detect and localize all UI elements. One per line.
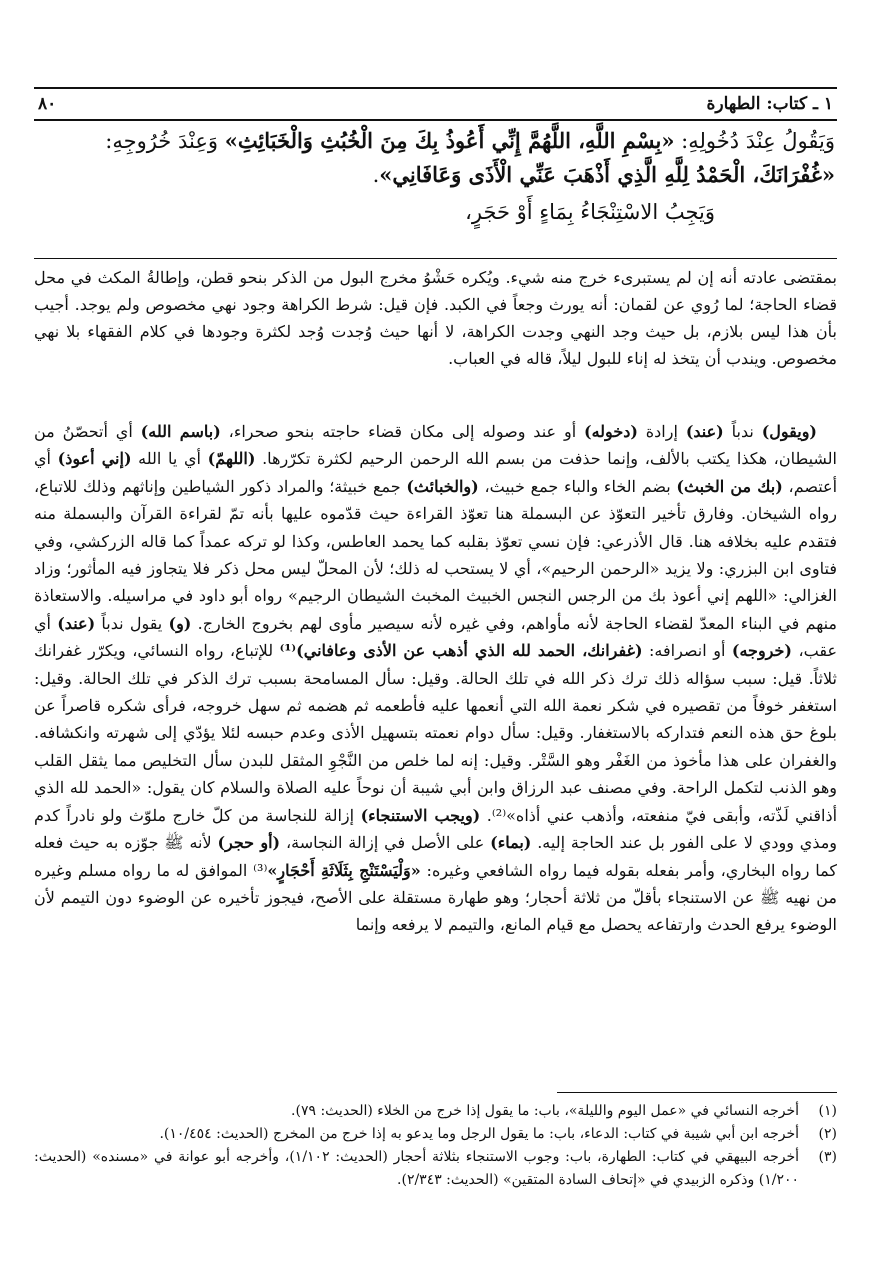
text-span: . <box>480 805 492 825</box>
margin-commentary-text: بمقتضى عادته أنه إن لم يستبرىء خرج منه شيء. ويُكره حَشْوُ مخرج البول من الذكر بنحو قطن، وإطالةُ المكث في محل قضاء الحاجة؛ لما رُوي عن لقمان: أنه يورث وجعاً في الكبد. فإن قيل: شرط الكراهة وجود نهي مخصوص ولم يوجد. أجيب بأن هذا ليس بلازم، بل حيث وجد النهي وجدت الكراهة، لا أنها حيث وُجدت وُجد لكثرة وجودها في كلام الفقهاء بلا نهي مخصوص. ويندب أن يتخذ له إناء للبول ليلاً، قاله في العباب. <box>34 268 837 368</box>
text-span: للإتباع، رواه النسائي، ويكرّر غفرانك ثلاثاً. قيل: سبب سؤاله ذلك ترك ذكر الله في تلك الحالة. وقيل: سأل المسامحة بسبب ترك الذكر في تلك الحالة. وقيل: استغفر خوفاً من تقصيره في شكر نعمة الله التي أنعمها عليه فأطعمه ثم هضمه ثم سهل خروجه، فرأى شكره قاصراً عن بلوغ حق هذه النعم فتداركه بالاستغفار. وقيل: سأل دوام نعمته بتسهيل الأذى وعدم حبسه لئلا يؤدّي إلى شهرته وانكشافه. والغفران على هذا مأخوذ من الغَفْر وهو السَّتْر. وقيل: إنه لما خلص من النَّجْوِ المثقل للبدن سأل التخليص مما يثقل القلب وهو الذنب لتكمل الراحة. وفي مصنف عبد الرزاق وابن أبي شيبة أن نوحاً عليه الصلاة والسلام كان يقول: «الحمد لله الذي أذاقني لَذّته، وأبقى فيّ منفعته، وأذهب عني أذاه» <box>34 641 838 825</box>
text-span: أي يا الله <box>131 449 208 469</box>
running-header <box>34 87 837 121</box>
bold-span: «وَلْيَسْتَنْجِ بِثَلَاثَةِ أَحْجَارٍ» <box>267 860 421 880</box>
bold-span: (بك من الخبث) <box>676 476 783 496</box>
text-span: أي أعتصم، <box>34 449 838 496</box>
bold-span: (و) <box>168 613 192 633</box>
main-text-divider <box>34 258 837 259</box>
footnote-divider <box>557 1092 837 1093</box>
bold-span: (خروجه) <box>731 641 792 661</box>
bold-span: (اللهمّ) <box>207 449 256 469</box>
text-span: ندباً <box>723 422 762 441</box>
bold-span: (إني أعوذ) <box>57 449 132 469</box>
commentary-paragraph <box>34 418 837 939</box>
text-span: ⁽³⁾ <box>253 860 268 880</box>
text-span: إزالة للنجاسة من كلّ خارج ملوّث ولو نادراً كدم ومذي وودي لا على الفور بل عند الحاجة إليه. <box>34 805 838 853</box>
footnote-item: (١) أخرجه النسائي في «عمل اليوم والليلة»، باب: ما يقول إذا خرج من الخلاء (الحديث: ٧٩). <box>291 1103 837 1119</box>
text-span: أي عقب، <box>34 613 837 661</box>
bold-span: (أو حجر) <box>217 833 281 853</box>
text-span: الموافق له ما رواه مسلم وغيره من نهيه ﷺ عن الاستنجاء بأقلّ من ثلاثة أحجار؛ وهو طهارة مستقلة على الأصح، فيجوز تأخيره عن الوضوء دون التيمم لأن الوضوء يرفع الحدث وارتفاعه يحصل مع قيام المانع، والتيمم لا يرفعه وإنما <box>34 860 837 935</box>
bold-span: ⁽¹⁾ <box>279 641 297 661</box>
text-span: أو انصرافه: <box>642 641 732 661</box>
bold-span: (ويقول) <box>761 422 817 441</box>
margin-commentary <box>34 264 837 372</box>
matn-line-3: وَيَجِبُ الاسْتِنْجَاءُ بِمَاءٍ أَوْ حَجَرٍ، <box>465 200 715 224</box>
bold-span: (بماء) <box>490 833 532 853</box>
bold-span: (عند) <box>57 613 96 633</box>
text-span: على الأصل في إزالة النجاسة، <box>280 833 491 853</box>
matn-line-1: وَيَقُولُ عِنْدَ دُخُولِهِ: «بِسْمِ اللَّهِ، اللَّهُمَّ إِنِّي أَعُوذُ بِكَ مِنَ الْخُبُثِ وَالْخَبَائِثِ» وَعِنْدَ خُرُوجِهِ: <box>105 128 835 153</box>
bold-span: (عند) <box>685 422 724 441</box>
footnotes <box>34 1100 837 1192</box>
text-span: إرادة <box>637 422 686 441</box>
main-text <box>38 124 835 229</box>
bold-span: (باسم الله) <box>140 422 221 441</box>
footnote-item: (٣) أخرجه البيهقي في كتاب: الطهارة، باب: وجوب الاستنجاء بثلاثة أحجار (الحديث: ١/١٠٢)، وأخرجه أبو عوانة في «مسنده» (الحديث: ١/٢٠٠) وذكره الزبيدي في «إتحاف السادة المتقين» (الحديث: ٢/٣٤٣). <box>34 1149 837 1188</box>
text-span: جمع خبيثة؛ والمراد ذكور الشياطين وإناثهم وذلك للاتباع، رواه الشيخان. وفارق تأخير التعوّذ عن البسملة هنا تعوّذ القراءة حيث قدّموه عليها بأنه تمّ لقراءة القرآن والبسملة منه فتقدم عليه بخلافه هنا. قال الأذرعي: فإن نسي تعوّذ بقلبه كما يحمد العاطس، وكذا لو تركه عمداً كما قاله الزركشي، وفي فتاوى ابن البزري: ولا يزيد «الرحمن الرحيم»، أي لا يستحب له ذلك؛ لأن المحلّ ليس محل ذكر فلا يتجاوز فيه المأثور؛ وزاد الغزالي: «اللهم إني أعوذ بك من الرجس النجس الخبيث المخبث الشيطان الرجيم» رواه أبو داود في مراسيله. والاستعاذة منهم في البناء المعدّ لقضاء الحاجة لأنه مأواهم، وفي غيره لأنه سيصير مأوى لهم بخروج الخارج. <box>34 476 838 633</box>
text-span: يقول ندباً <box>95 613 169 633</box>
text-span: أو عند وصوله إلى مكان قضاء حاجته بنحو صحراء، <box>220 422 585 441</box>
page-number: ٨٠ <box>38 94 57 114</box>
chapter-title: ١ ـ كتاب: الطهارة <box>706 94 833 114</box>
text-span: ⁽²⁾ <box>491 805 507 825</box>
bold-span: (دخوله) <box>584 422 638 441</box>
footnote-item: (٢) أخرجه ابن أبي شيبة في كتاب: الدعاء، باب: ما يقول الرجل وما يدعو به إذا خرج من المخرج (الحديث: ١٠/٤٥٤). <box>159 1126 837 1142</box>
matn-line-2: «غُفْرَانَكَ، الْحَمْدُ لِلَّهِ الَّذِي أَذْهَبَ عَنِّي الْأَذَى وَعَافَانِي». <box>372 162 835 187</box>
bold-span: (غفرانك، الحمد لله الذي أذهب عن الأذى وعافاني) <box>296 641 643 661</box>
text-span: أي أتحصّنُ من الشيطان، هكذا يكتب بالألف، وإنما حذفت من بسم الله الرحمن الرحيم لكثرة تكرّرها. <box>34 422 837 469</box>
bold-span: (ويجب الاستنجاء) <box>360 805 481 825</box>
commentary <box>34 418 837 939</box>
text-span: بضم الخاء والباء جمع خبيث، <box>478 476 677 496</box>
text-span: لأنه ﷺ جوّزه به حيث فعله كما رواه البخاري، وأمر بفعله بقوله فيما رواه الشافعي وغيره: <box>34 833 837 880</box>
bold-span: (والخبائث) <box>406 476 479 496</box>
